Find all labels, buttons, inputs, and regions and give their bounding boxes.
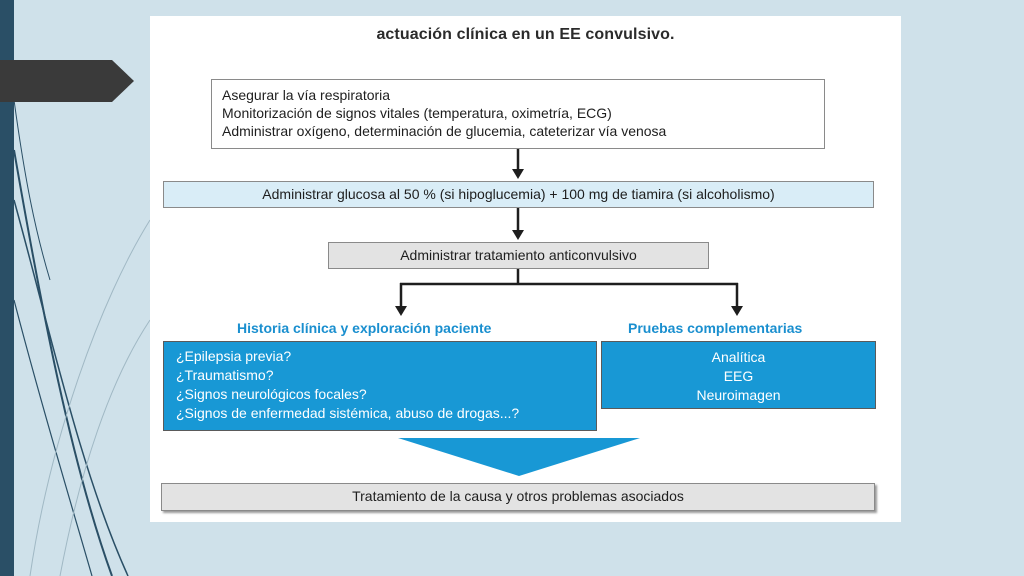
history-question: ¿Traumatismo? <box>176 367 274 383</box>
glucose-step-box: Administrar glucosa al 50 % (si hipoglucemia) + 100 mg de tiamira (si alcoholismo) <box>163 181 874 208</box>
initial-step: Administrar oxígeno, determinación de glucemia, cateterizar vía venosa <box>222 123 667 139</box>
history-question: ¿Epilepsia previa? <box>176 348 292 364</box>
test-item: EEG <box>723 368 754 384</box>
test-item: Neuroimagen <box>696 387 781 403</box>
history-questions-box <box>163 341 597 431</box>
merge-arrow <box>398 438 640 476</box>
figure-title: actuación clínica en un EE convulsivo. <box>376 26 675 43</box>
test-item: Analítica <box>711 349 766 365</box>
initial-step: Monitorización de signos vitales (temperatura, oximetría, ECG) <box>222 105 612 121</box>
history-question: ¿Signos de enfermedad sistémica, abuso de drogas...? <box>176 405 520 421</box>
history-header: Historia clínica y exploración paciente <box>237 320 492 336</box>
complementary-tests-box <box>601 341 876 409</box>
initial-steps-box <box>211 79 825 149</box>
tests-header: Pruebas complementarias <box>628 320 803 336</box>
arrowhead-to-anticonvulsant <box>512 230 524 240</box>
arrowhead-to-tests <box>731 306 743 316</box>
flowchart-figure <box>150 16 901 522</box>
arrowhead-to-history <box>395 306 407 316</box>
anticonvulsant-step-box: Administrar tratamiento anticonvulsivo <box>328 242 709 269</box>
initial-step: Asegurar la vía respiratoria <box>222 87 391 103</box>
slide-title-tab <box>0 60 134 102</box>
arrowhead-to-glucose <box>512 169 524 179</box>
history-question: ¿Signos neurológicos focales? <box>176 386 367 402</box>
final-step-box: Tratamiento de la causa y otros problemas asociados <box>161 483 875 511</box>
